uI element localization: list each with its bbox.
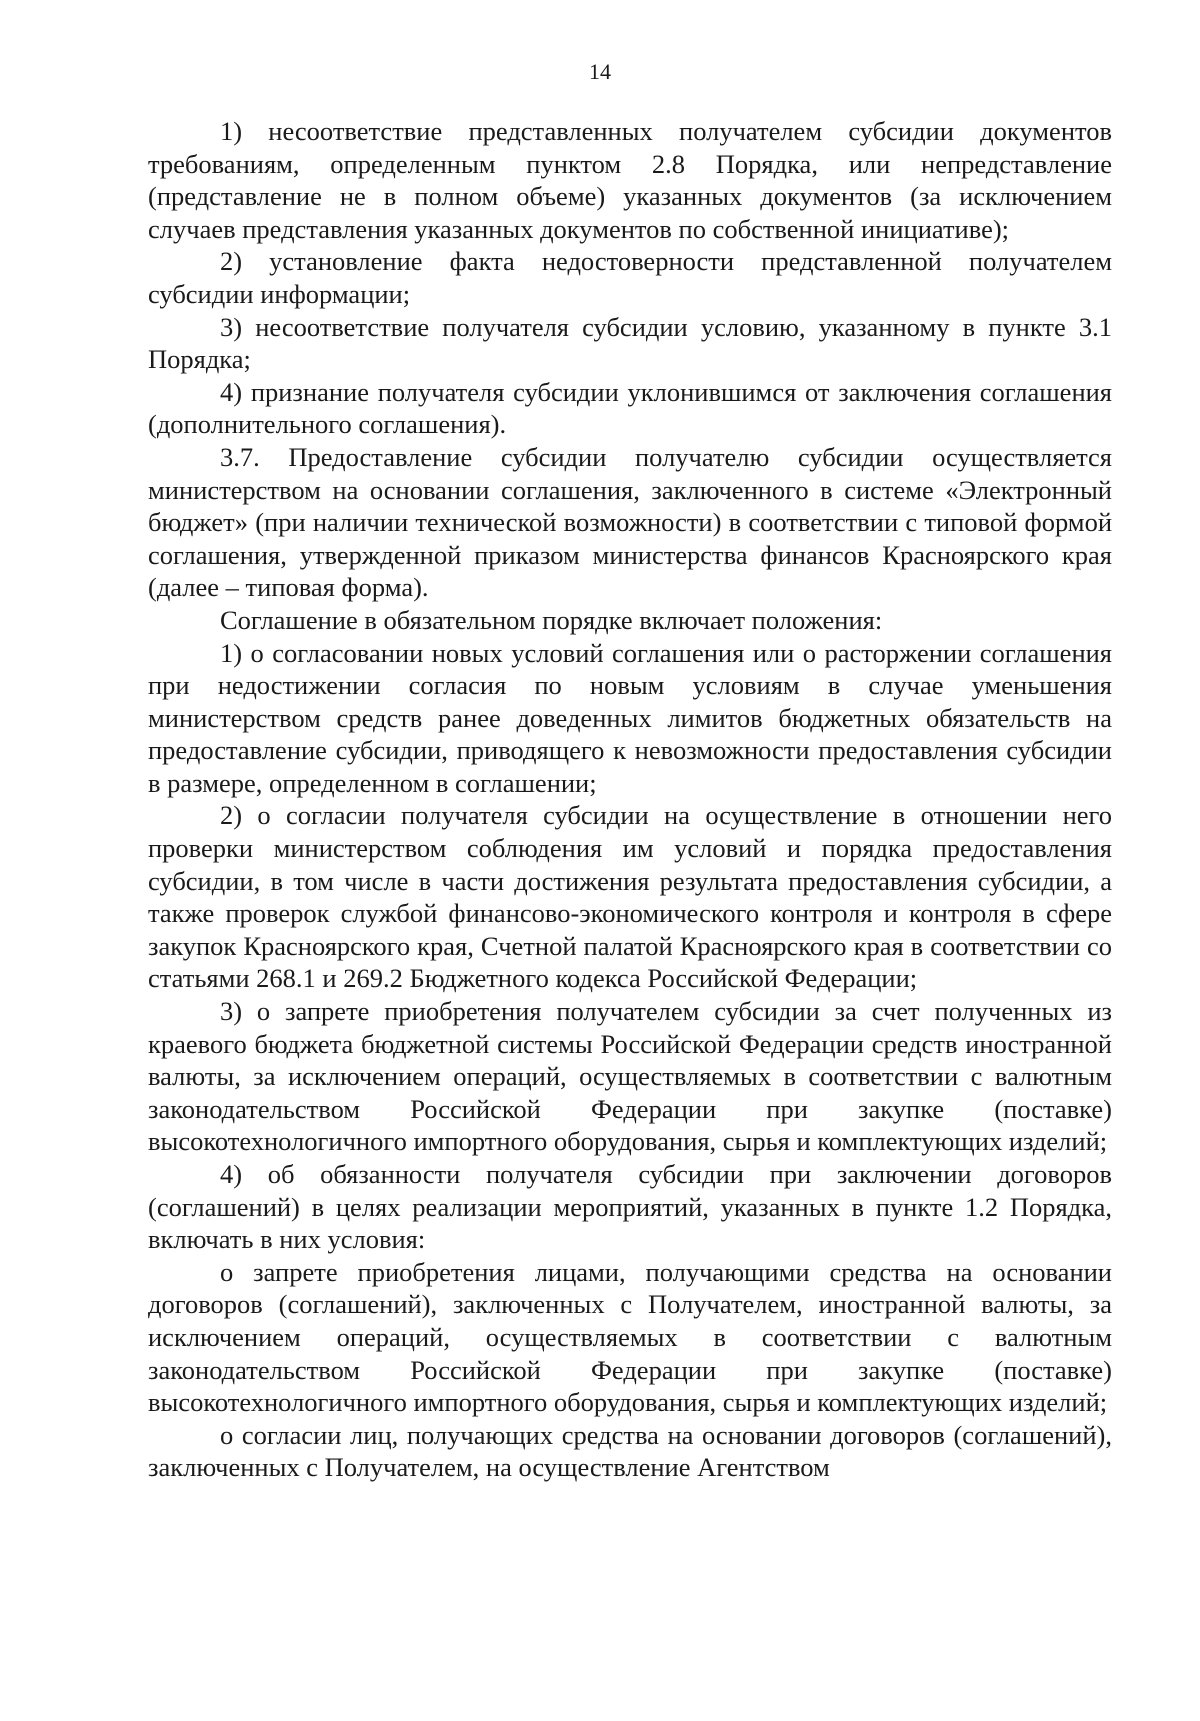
paragraph: о согласии лиц, получающих средства на основании договоров (соглашений), заключенных с Получателем, на осуществление Агентством <box>148 1419 1112 1483</box>
paragraph: 2) о согласии получателя субсидии на осуществление в отношении него проверки министерством соблюдения им условий и порядка предоставления субсидии, в том числе в части достижения результата предоставления субсидии, а также проверок службой финансово-экономического контроля и контроля в сфере закупок Красноярского края, Счетной палатой Красноярского края в соответствии со статьями 268.1 и 269.2 Бюджетного кодекса Российской Федерации; <box>148 800 1112 994</box>
paragraph: 3) о запрете приобретения получателем субсидии за счет полученных из краевого бюджета бюджетной системы Российской Федерации средств иностранной валюты, за исключением операций, осуществляемых в соответствии с валютным законодательством Российской Федерации при закупке (поставке) высокотехнологичного импортного оборудования, сырья и комплектующих изделий; <box>148 996 1112 1157</box>
paragraph: о запрете приобретения лицами, получающими средства на основании договоров (соглашений), заключенных с Получателем, иностранной валюты, за исключением операций, осуществляемых в соответствии с валютным законодательством Российской Федерации при закупке (поставке) высокотехнологичного импортного оборудования, сырья и комплектующих изделий; <box>148 1256 1112 1418</box>
paragraph: 4) об обязанности получателя субсидии при заключении договоров (соглашений) в целях реализации мероприятий, указанных в пункте 1.2 Порядка, включать в них условия: <box>148 1159 1112 1255</box>
paragraph: 4) признание получателя субсидии уклонившимся от заключения соглашения (дополнительного соглашения). <box>148 376 1112 440</box>
page-number: 14 <box>589 59 611 84</box>
paragraph: 3) несоответствие получателя субсидии условию, указанному в пункте 3.1 Порядка; <box>148 311 1112 375</box>
paragraph: 1) несоответствие представленных получателем субсидии документов требованиям, определенным пунктом 2.8 Порядка, или непредставление (представление не в полном объеме) указанных документов (за исключением случаев представления указанных документов по собственной инициативе); <box>148 116 1112 244</box>
document-body <box>148 115 1112 1484</box>
paragraph: 2) установление факта недостоверности представленной получателем субсидии информации; <box>148 246 1112 309</box>
paragraph: Соглашение в обязательном порядке включает положения: <box>220 604 883 635</box>
paragraph: 3.7. Предоставление субсидии получателю субсидии осуществляется министерством на основании соглашения, заключенного в системе «Электронный бюджет» (при наличии технической возможности) в соответствии с типовой формой соглашения, утвержденной приказом министерства финансов Красноярского края (далее – типовая форма). <box>148 441 1112 603</box>
paragraph: 1) о согласовании новых условий соглашения или о расторжении соглашения при недостижении согласия по новым условиям в случае уменьшения министерством средств ранее доведенных лимитов бюджетных обязательств на предоставление субсидии, приводящего к невозможности предоставления субсидии в размере, определенном в соглашении; <box>148 637 1112 798</box>
